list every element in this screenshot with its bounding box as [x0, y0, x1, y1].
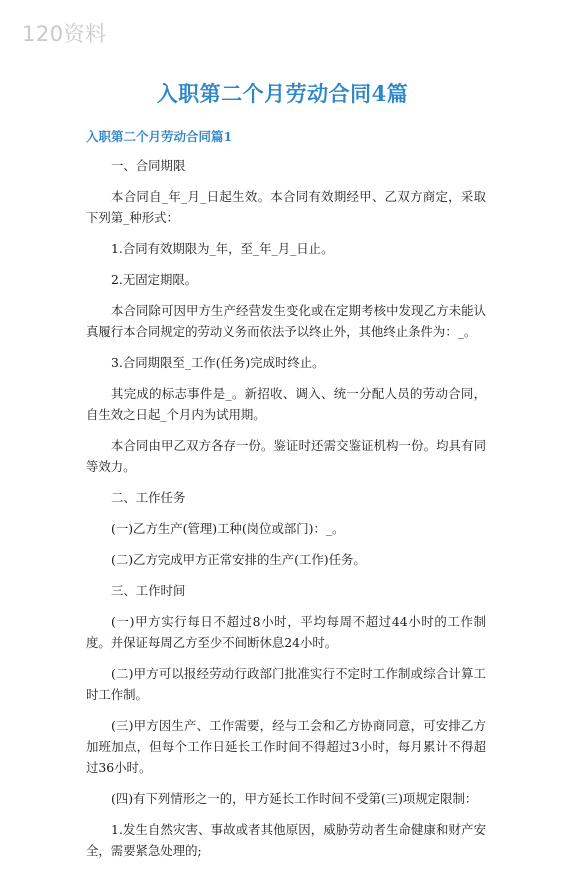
paragraph: 一、合同期限: [111, 158, 186, 173]
paragraph: 2.无固定期限。: [111, 272, 198, 287]
paragraph: (二)甲方可以报经劳动行政部门批准实行不定时工作制或综合计算工时工作制。: [86, 666, 486, 702]
paragraph: (二)乙方完成甲方正常安排的生产(工作)任务。: [111, 552, 366, 567]
document-title: 入职第二个月劳动合同4篇: [156, 81, 409, 106]
document-body: [86, 155, 486, 871]
paragraph: 本合同自_年_月_日起生效。本合同有效期经甲、乙双方商定，采取下列第_种形式：: [86, 189, 486, 225]
paragraph: 二、工作任务: [111, 490, 186, 505]
paragraph: (一)甲方实行每日不超过8小时，平均每周不超过44小时的工作制度。并保证每周乙方至少不间断休息24小时。: [86, 614, 486, 650]
paragraph: 1.发生自然灾害、事故或者其他原因，威胁劳动者生命健康和财产安全，需要紧急处理的;: [86, 822, 486, 858]
section-subtitle: 入职第二个月劳动合同篇1: [86, 129, 233, 144]
paragraph: 3.合同期限至_工作(任务)完成时终止。: [111, 355, 325, 370]
paragraph: 本合同由甲乙双方各存一份。鉴证时还需交鉴证机构一份。均具有同等效力。: [86, 438, 486, 474]
watermark: 120资料: [22, 22, 107, 46]
paragraph: 1.合同有效期限为_年，至_年_月_日止。: [111, 241, 334, 256]
paragraph: 三、工作时间: [111, 583, 186, 598]
paragraph: 本合同除可因甲方生产经营发生变化或在定期考核中发现乙方未能认真履行本合同规定的劳动义务而依法予以终止外，其他终止条件为：_。: [86, 303, 486, 339]
paragraph: (一)乙方生产(管理)工种(岗位或部门)：_。: [111, 521, 345, 536]
paragraph: (四)有下列情形之一的，甲方延长工作时间不受第(三)项规定限制：: [111, 791, 478, 806]
paragraph: 其完成的标志事件是_。新招收、调入、统一分配人员的劳动合同，自生效之日起_个月内为试用期。: [86, 386, 486, 422]
paragraph: (三)甲方因生产、工作需要，经与工会和乙方协商同意，可安排乙方加班加点，但每个工作日延长工作时间不得超过3小时，每月累计不得超过36小时。: [86, 718, 486, 775]
